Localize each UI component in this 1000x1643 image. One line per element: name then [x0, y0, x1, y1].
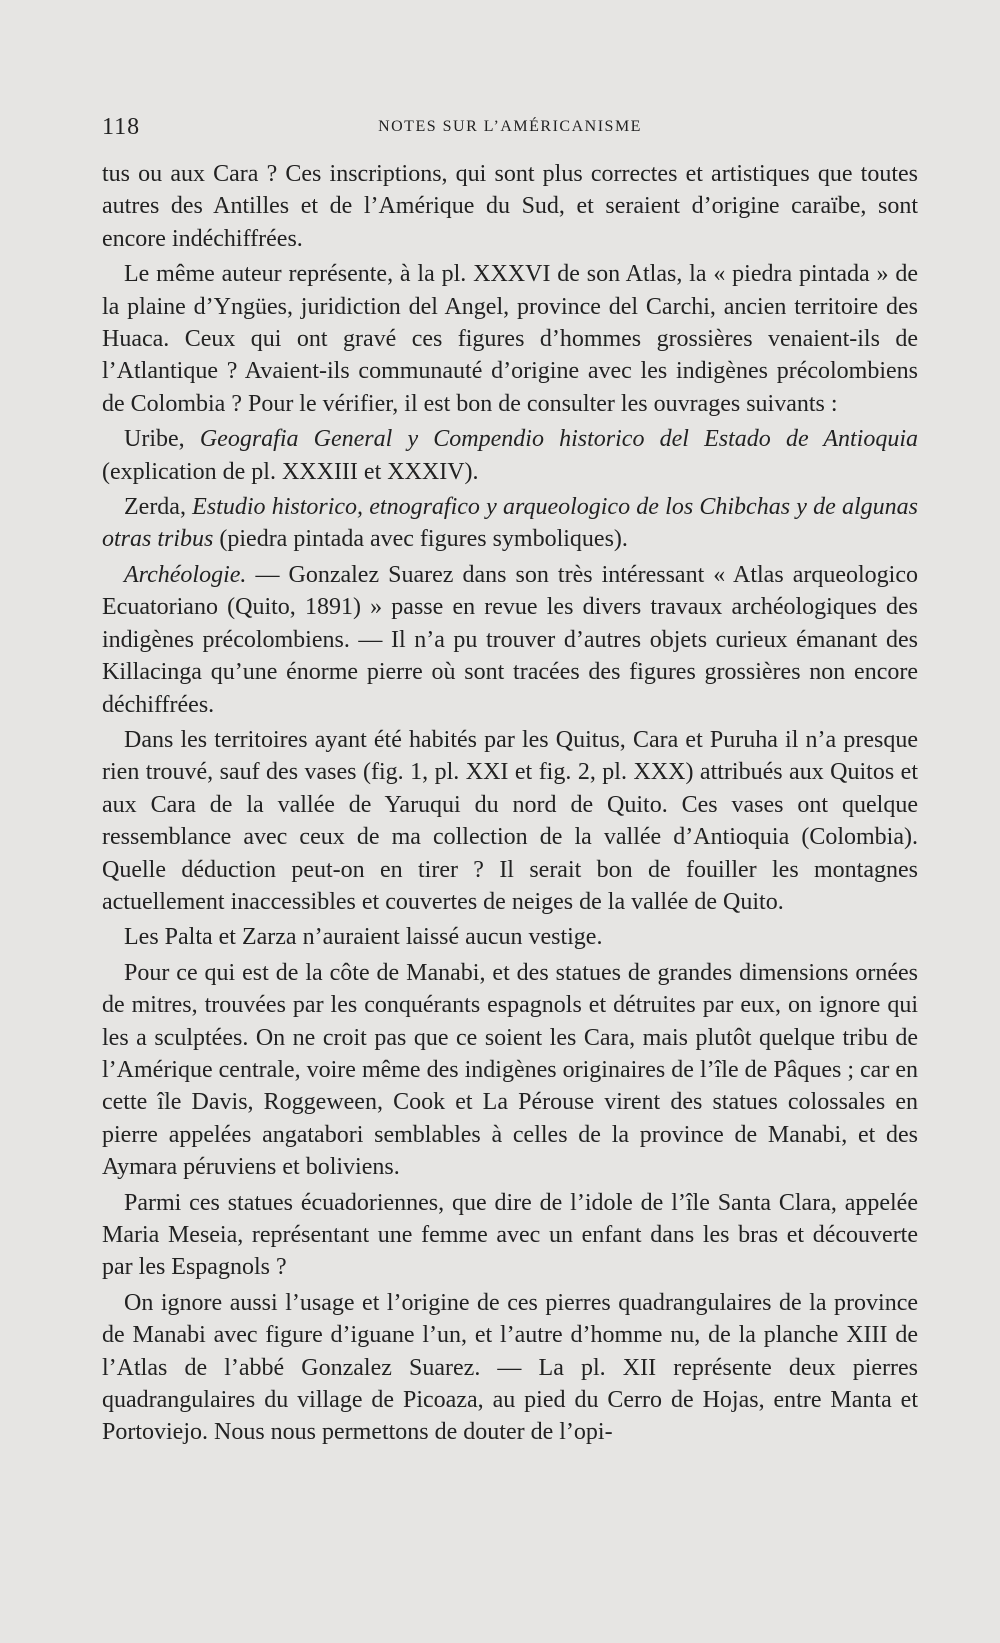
text-run: Dans les territoires ayant été habités par les Quitus, Cara et Puruha il n’a presque rien trouvé, sauf des vases (fig. 1, pl. XXI et fig. 2, pl. XXX) attribués aux Quitos et aux Cara de la vallée de Yaruqui du nord de Quito. Ces vases ont quelque ressemblance avec ceux de ma collection de la vallée d’Antioquia (Colombia). Quelle déduction peut-on en tirer ? Il serait bon de fouiller les montagnes actuellement inaccessibles et couvertes de neiges de la vallée de Quito.: [102, 726, 918, 915]
text-run: Pour ce qui est de la côte de Manabi, et des statues de grandes dimensions ornées de mitres, trouvées par les conquérants espagnols et détruites par eux, on ignore qui les a sculptées. On ne croit pas que ce soient les Cara, mais plutôt quelque tribu de l’Amérique centrale, voire même des indigènes originaires de l’île de Pâques ; car en cette île Davis, Roggeween, Cook et La Pérouse virent des statues colossales en pierre appelées angatabori semblables à celles de la province de Manabi, et des Aymara péruviens et boliviens.: [102, 959, 918, 1181]
text-run: Parmi ces statues écuadoriennes, que dire de l’idole de l’île Santa Clara, appelée Maria Meseia, représentant une femme avec un enfant dans les bras et découverte par les Espagnols ?: [102, 1189, 918, 1281]
page-header: [102, 114, 918, 144]
text-run: tus ou aux Cara ? Ces inscriptions, qui sont plus correctes et artistiques que toutes autres des Antilles et de l’Amérique du Sud, et seraient d’origine caraïbe, sont encore indéchiffrées.: [102, 161, 918, 252]
text-run: On ignore aussi l’usage et l’origine de ces pierres quadrangulaires de la province de Manabi avec figure d’iguane l’un, et l’autre d’homme nu, de la planche XIII de l’Atlas de l’abbé Gonzalez Suarez. — La pl. XII représente deux pierres quadrangulaires du village de Picoaza, au pied du Cerro de Hojas, entre Manta et Portoviejo. Nous nous permettons de douter de l’opi-: [102, 1289, 918, 1446]
paragraph: [102, 1287, 918, 1449]
text-run: Les Palta et Zarza n’auraient laissé aucun vestige.: [124, 924, 603, 951]
paragraph: [102, 1187, 918, 1284]
running-title: NOTES SUR L’AMÉRICANISME: [378, 118, 642, 135]
paragraph: [102, 258, 918, 420]
paragraph: [102, 957, 918, 1184]
paragraph: [102, 423, 918, 488]
text-run: (piedra pintada avec figures symboliques).: [213, 526, 628, 553]
text-run: (explication de pl. XXXIII et XXXIV).: [102, 458, 479, 485]
paragraph: [102, 559, 918, 721]
text-run: — Gonzalez Suarez dans son très intéressant « Atlas arqueologico Ecuatoriano (Quito, 1891) » passe en revue les divers travaux archéologiques des indigènes précolombiens. — Il n’a pu trouver d’autres objets curieux émanant des Killacinga qu’une énorme pierre où sont tracées des figures grossières non encore déchiffrées.: [102, 561, 918, 718]
italic-text: Geografia General y Compendio historico del Estado de Antioquia: [199, 426, 918, 453]
italic-text: Estudio historico, etnografico y arqueologico de los Chibchas y de algunas otras tribus: [102, 494, 918, 553]
text-run: Uribe,: [124, 426, 200, 453]
page-body: [102, 158, 918, 1449]
text-run: Zerda,: [124, 494, 193, 521]
paragraph: [102, 724, 918, 918]
paragraph: [102, 158, 918, 255]
text-run: Le même auteur représente, à la pl. XXXVI de son Atlas, la « piedra pintada » de la plaine d’Yngües, juridiction del Angel, province del Carchi, ancien territoire des Huaca. Ceux qui ont gravé ces figures d’hommes grossières venaient-ils de l’Atlantique ? Avaient-ils communauté d’origine avec les indigènes précolombiens de Colombia ? Pour le vérifier, il est bon de consulter les ouvrages suivants :: [102, 261, 918, 417]
paragraph: [102, 491, 918, 556]
page-number: 118: [102, 114, 141, 140]
italic-text: Archéologie.: [124, 561, 247, 588]
paragraph: [102, 921, 918, 953]
